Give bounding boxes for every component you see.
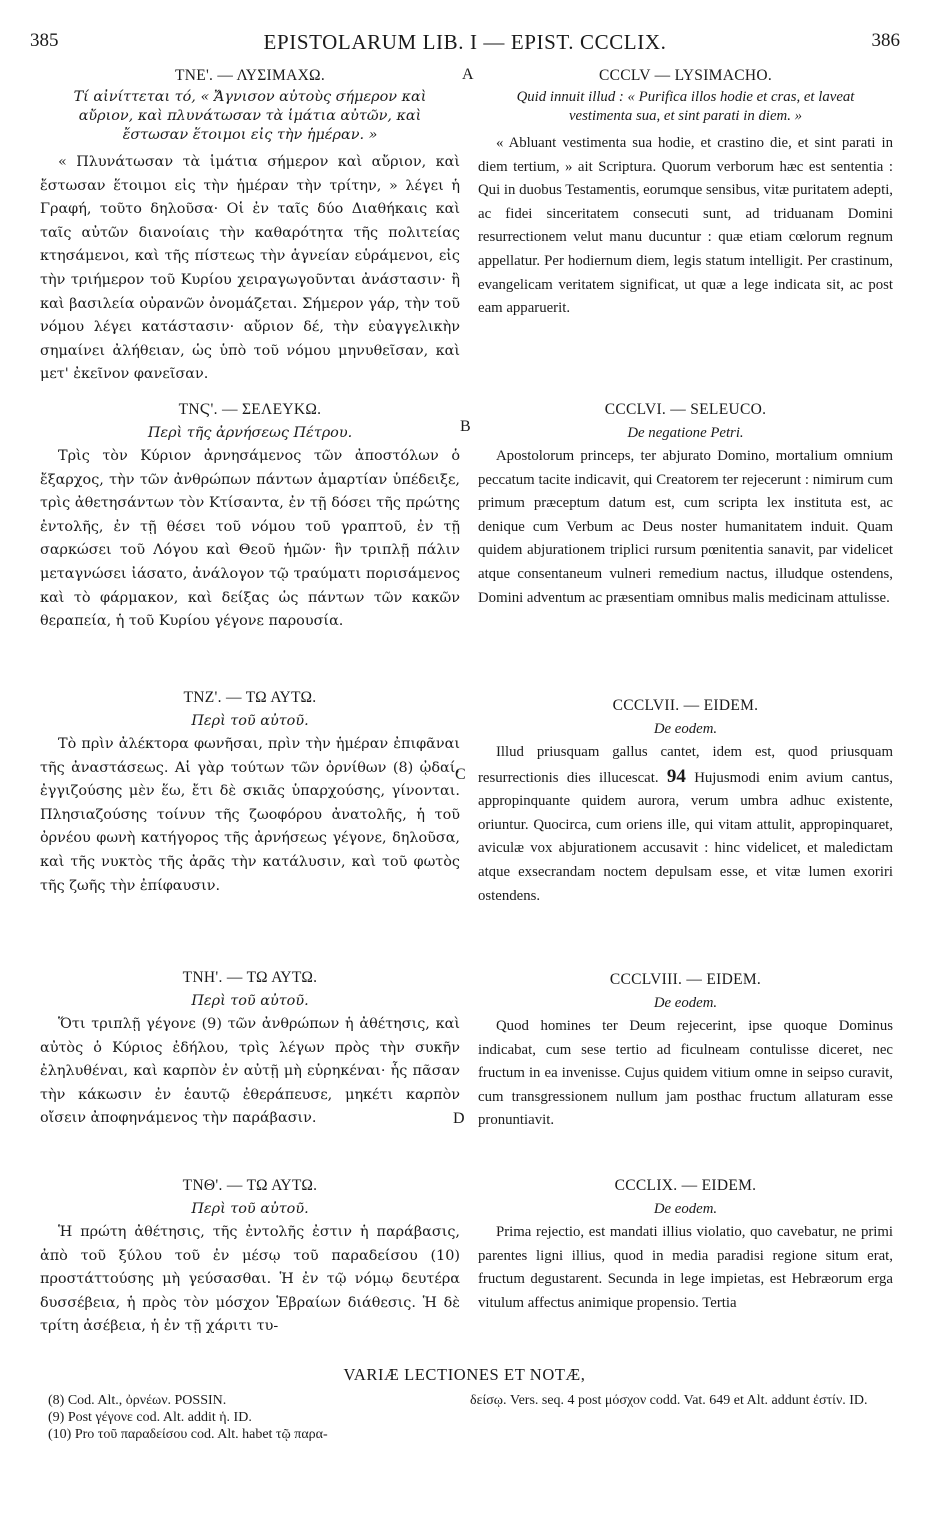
section-heading: ΤΝΖ'. — ΤΩ ΑΥΤΩ. bbox=[183, 689, 317, 706]
section-heading: CCCLV — LYSIMACHO. bbox=[598, 67, 773, 84]
section-subtitle: De negatione Petri. bbox=[627, 425, 744, 441]
latin-section-359 bbox=[478, 1174, 893, 1315]
footnote-10: (10) Pro τοῦ παραδείσου cod. Alt. habet τῷ παρα- bbox=[48, 1427, 328, 1442]
section-text-part: Hujusmodi enim avium cantus, appropinquante quidem aurora, verum umbra adhuc existente, oriuntur. Quocirca, cum oriens ille, qui vitam attulit, appropinquaret, aviculæ vox abjurationem accusavit : hinc videlicet, et maledictam atque exsecrandam noctem depulsam esse, et vitæ lumen exoriri ostendens. bbox=[478, 769, 893, 904]
greek-section-358 bbox=[40, 966, 460, 1131]
section-text: « Πλυνάτωσαν τὰ ἱμάτια σήμερον καὶ αὔριον, καὶ ἔστωσαν ἕτοιμοι εἰς τὴν ἡμέραν τὴν τρίτην, » λέγει ἡ Γραφή, τοῦτο δηλοῦσα· Οἱ ἐν ταῖς δύο Διαθήκαις καὶ ταῖς αὐτῶν διανοίαις τὴν καθαρότητα τῆς πολιτείας κτησάμενοι, καὶ τῆς πίστεως τὴν ἁγνείαν εὑράμενοι, εἰς τὴν τριήμερον τοῦ Κυρίου χειραγωγοῦνται ἀνάστασιν· ἢ καὶ βασιλεία οὐρανῶν ὀνομάζεται. Σήμερον γάρ, τὴν τοῦ νόμου λέγει κατάστασιν· αὔριον δέ, τὴν εὐαγγελικὴν σημαίνει ἀλήθειαν, ὡς ὑπὸ τοῦ νόμου μηνυθεῖσαν, καὶ μετ' ἐκεῖνον φανεῖσαν. bbox=[40, 154, 460, 383]
section-text: Prima rejectio, est mandati illius violatio, quo cavebatur, ne primi parentes ligni illius, quod in media paradisi regione situm erat, fructum degustarent. Secunda in lege impietas, est Hebræorum erga vitulum affectus animique propensio. Tertia bbox=[478, 1224, 893, 1311]
page-title: EPISTOLARUM LIB. I — EPIST. CCCLIX. bbox=[263, 30, 667, 54]
running-header bbox=[30, 30, 900, 62]
margin-letter-c: C bbox=[455, 766, 466, 783]
latin-section-355 bbox=[478, 64, 893, 321]
greek-section-355 bbox=[40, 64, 460, 387]
section-text: Ὅτι τριπλῇ γέγονε (9) τῶν ἀνθρώπων ἡ ἀθέτησις, καὶ αὐτὸς ὁ Κύριος ἐδήλου, τρὶς λέγων πρὸς τὴν συκῆν ἐληλυθέναι, καὶ καρπὸν ἐν αὐτῇ μὴ εὑρηκέναι· ἧς πᾶσαν τὴν κάκωσιν ἐν ἑαυτῷ ἐθεράπευσε, μηκέτι καρπὸν οἴσειν ἀποφηνάμενος τὴν παράβασιν. bbox=[40, 1016, 460, 1127]
latin-section-357 bbox=[478, 694, 893, 908]
latin-section-356 bbox=[478, 398, 893, 610]
section-heading: ΤΝΕ'. — ΛΥΣΙΜΑΧΩ. bbox=[174, 67, 326, 84]
section-heading: CCCLVII. — EIDEM. bbox=[612, 697, 759, 714]
footnote-10-continued: δείσῳ. Vers. seq. 4 post μόσχον codd. Vat. 649 et Alt. addunt ἐστίν. ID. bbox=[470, 1393, 868, 1408]
section-heading: ΤΝϚ'. — ΣΕΛΕΥΚΩ. bbox=[178, 401, 322, 418]
greek-section-357 bbox=[40, 686, 460, 898]
footnote-9: (9) Post γέγονε cod. Alt. addit ἡ. ID. bbox=[48, 1410, 252, 1425]
section-text: Τὸ πρὶν ἀλέκτορα φωνῆσαι, πρὶν τὴν ἡμέραν ἐπιφᾶναι τῆς ἀναστάσεως. Αἱ γὰρ τούτων τῶν ὀρνίθων (8) ᾠδαί, ἐγγιζούσης μὲν ἕω, ἔτι δὲ σκιᾶς ὑπαρχούσης, γίνονται. Πλησιαζούσης τοίνυν τῆς ζωοφόρου ἀνατολῆς, ἡ τοῦ ὀρνέου φωνὴ κατήγορος τῆς ἀρνήσεως γέγονε, δηλοῦσα, καὶ τῆς νυκτὸς τῆς ἀρᾶς τὴν κατάλυσιν, καὶ τοῦ φωτὸς τῆς ζωῆς τὴν ἐπίφαυσιν. bbox=[40, 736, 460, 894]
section-text bbox=[478, 741, 893, 908]
margin-letter-d: D bbox=[453, 1110, 465, 1127]
section-text: Apostolorum princeps, ter abjurato Domino, mortalium omnium peccatum tacite indicavit, qui Creatorem ter rejecerunt : nimirum cum primum præceptum datum est, cum scripta lex instituta est, ac denique cum Verbum ac Deus noster humanitatem induit. Quam quidem abjurationem triplici rursum pœnitentia sanavit, par videlicet atque consentaneum vulneri remedium nactus, illudque ostendens, Domini adventum ac præsentiam omnibus malis medicinam attulisse. bbox=[478, 448, 893, 606]
section-subtitle: De eodem. bbox=[653, 721, 718, 737]
section-question: Τί αἰνίττεται τό, « Ἄγνισον αὐτοὺς σήμερον καὶ αὔριον, καὶ πλυνάτωσαν τὰ ἱμάτια αὐτῶν, καὶ ἔστωσαν ἕτοιμοι εἰς τὴν ἡμέραν. » bbox=[73, 89, 427, 143]
footnote-8: (8) Cod. Alt., ὀρνέων. POSSIN. bbox=[48, 1393, 227, 1408]
column-number: 94 bbox=[666, 765, 686, 787]
section-heading: ΤΝΘ'. — ΤΩ ΑΥΤΩ. bbox=[182, 1177, 318, 1194]
section-subtitle: De eodem. bbox=[653, 995, 718, 1011]
notes-heading: VARIÆ LECTIONES ET NOTÆ, bbox=[343, 1365, 586, 1384]
notes-left-column bbox=[48, 1392, 458, 1443]
margin-letter-a: A bbox=[462, 66, 474, 83]
section-subtitle: Περὶ τοῦ αὐτοῦ. bbox=[191, 713, 309, 729]
section-heading: CCCLVI. — SELEUCO. bbox=[604, 401, 767, 418]
latin-section-358 bbox=[478, 968, 893, 1133]
section-question: Quid innuit illud : « Purifica illos hodie et cras, et laveat vestimenta sua, et sint parati in diem. » bbox=[516, 89, 855, 124]
section-text: Τρὶς τὸν Κύριον ἀρνησάμενος τῶν ἀποστόλων ὁ ἔξαρχος, τὴν τῶν ἀνθρώπων πάντων ἁμαρτίαν ὑπέδειξε, τρὶς ἀθετησάντων τὸν Κτίσαντα, ἐν τῇ δόσει τῆς πρώτης ἐντολῆς, ἐν τῇ θέσει τοῦ νόμου τοῦ γραπτοῦ, ἐν τῇ σαρκώσει τοῦ Λόγου καὶ Θεοῦ ἡμῶν· ἣν τριπλῇ πάλιν μεταγνώσει ἰάσατο, ἀνάλογον τῷ τραύματι πορισάμενος καὶ τὸ φάρμακον, καὶ δείξας ὡς πάντων τῶν κακῶν θεραπεία, ἡ τοῦ Κυρίου γέγονε παρουσία. bbox=[40, 448, 460, 630]
section-subtitle: Περὶ τῆς ἀρνήσεως Πέτρου. bbox=[147, 425, 353, 441]
section-text: Ἡ πρώτη ἀθέτησις, τῆς ἐντολῆς ἐστιν ἡ παράβασις, ἀπὸ τοῦ ξύλου τοῦ ἐν μέσῳ τοῦ παραδείσου (10) προστάττούσης μὴ γεύσασθαι. Ἡ ἐν τῷ νόμῳ δευτέρα δυσσέβεια, ἡ πρὸς τὸν μόσχον Ἑβραίων διάθεσις. Ἡ δὲ τρίτη ἀσέβεια, ἡ ἐν τῇ χάριτι τυ- bbox=[40, 1224, 460, 1335]
section-heading: ΤΝΗ'. — ΤΩ ΑΥΤΩ. bbox=[182, 969, 318, 986]
section-text: Quod homines ter Deum rejecerint, ipse quoque Dominus indicabat, cum sese tertio ad ficulneam contulisse diceret, nec fructum in ea invenisse. Cujus quidem vitium omne in seipso curavit, cum transgressionem nullum jam posthac fructum allaturam esse pronuntiavit. bbox=[478, 1018, 893, 1129]
section-heading: CCCLIX. — EIDEM. bbox=[614, 1177, 757, 1194]
section-subtitle: Περὶ τοῦ αὐτοῦ. bbox=[191, 993, 309, 1009]
page-number-right: 386 bbox=[871, 30, 900, 51]
page-number-left: 385 bbox=[30, 30, 59, 51]
section-text: « Abluant vestimenta sua hodie, et crastino die, et sint parati in diem tertium, » ait Scriptura. Quorum verborum hæc est sententia : Qui in duobus Testamentis, eorumque sensibus, vitæ puritatem adepti, ac fidei sinceritatem consecuti sunt, ad triduanam Domini resurrectionem velut manu ducuntur : quæ etiam cœlorum regnum appellatur. Per hodiernum diem, legis statum intelligit. Per crastinum, evangelicam veritatem significat, ut quæ a lege indicata sit, ac post eam apparuerit. bbox=[478, 135, 894, 317]
margin-letter-b: B bbox=[460, 418, 471, 435]
section-text-part: Illud priusquam gallus cantet, idem est, quod priusquam resurrectionis dies illucescat. bbox=[478, 744, 893, 786]
section-subtitle: De eodem. bbox=[653, 1201, 718, 1217]
greek-section-359 bbox=[40, 1174, 460, 1339]
notes-right-column bbox=[470, 1392, 890, 1409]
greek-section-356 bbox=[40, 398, 460, 634]
section-heading: CCCLVIII. — EIDEM. bbox=[609, 971, 762, 988]
section-subtitle: Περὶ τοῦ αὐτοῦ. bbox=[191, 1201, 309, 1217]
